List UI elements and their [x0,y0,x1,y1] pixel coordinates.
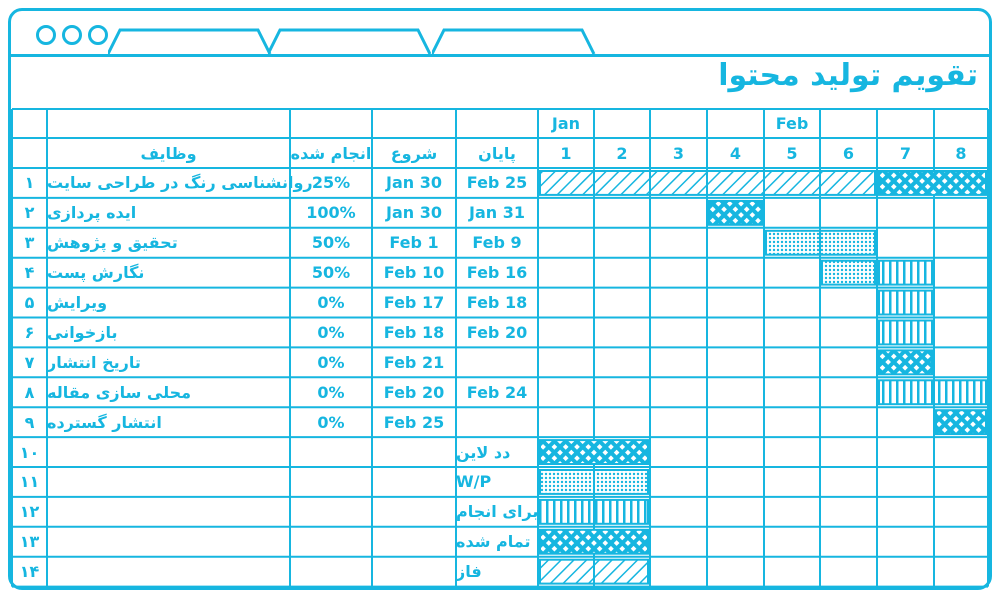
task-done [290,557,372,587]
task-start: Feb 10 [383,263,445,283]
legend-swatch [540,470,648,494]
row-number: ۷ [24,352,35,372]
task-start: Jan 30 [386,173,442,193]
task-start: Jan 30 [386,203,442,223]
task-name: روانشناسی رنگ در طراحی سایت [47,173,313,193]
task-start: Feb 17 [383,293,445,313]
task-done: 0% [317,293,345,313]
row-number: ۶ [24,322,35,342]
month-label-jan: Jan [551,114,581,133]
task-start: Feb 21 [383,352,445,372]
column-header-end: پایان [478,143,516,163]
row-number: ۱۰ [19,442,40,462]
task-name: ایده پردازی [47,203,137,223]
row-number: ۸ [24,382,35,402]
legend-label: دد لاین [456,442,511,462]
task-name [47,437,290,467]
gantt-bar-vert[interactable] [879,261,932,285]
row-number: ۳ [24,233,35,253]
row-number: ۴ [24,263,35,283]
task-name: محلی سازی مقاله [47,382,192,402]
task-end: Feb 25 [466,173,528,193]
legend-swatch [540,440,648,464]
legend-swatch [540,500,648,524]
task-done: 0% [317,412,345,432]
task-start [372,557,456,587]
task-end: Feb 18 [466,293,528,313]
task-end: Feb 16 [466,263,528,283]
legend-swatch [540,560,648,584]
task-name: انتشار گسترده [47,412,162,432]
legend-label: W/P [456,472,492,492]
task-done: 0% [317,352,345,372]
task-end: Feb 20 [466,322,528,342]
task-start [372,527,456,557]
day-header: 8 [955,143,967,163]
task-start [372,467,456,497]
legend-label: برای انجام [456,502,539,522]
row-number: ۵ [24,293,35,313]
task-end [456,407,538,437]
task-start: Feb 20 [383,382,445,402]
task-name: نگارش پست [47,263,145,283]
task-start: Feb 1 [389,233,439,253]
legend-swatch [540,530,648,554]
task-name [47,557,290,587]
task-done [290,527,372,557]
row-number: ۱۳ [19,532,40,552]
task-end: Jan 31 [469,203,525,223]
gantt-bar-vert[interactable] [879,291,932,315]
task-done: 0% [317,382,345,402]
day-header: 1 [560,143,572,163]
task-done: 100% [306,203,356,223]
task-name: ویرایش [47,293,108,313]
gantt-bar-cross[interactable] [879,171,986,195]
task-name [47,527,290,557]
gantt-bar-cross[interactable] [936,410,986,434]
day-header: 3 [672,143,685,163]
gantt-bar-cross[interactable] [879,350,932,374]
column-header-start: شروع [390,143,438,163]
row-number: ۲ [24,203,35,223]
row-number: ۱۲ [19,502,40,522]
day-header: 2 [616,143,628,163]
gantt-bar-dots[interactable] [822,261,875,285]
legend-label: فاز [456,562,482,582]
row-number: ۱۱ [19,472,40,492]
row-number: ۱۴ [19,562,40,582]
task-done: 50% [311,263,351,283]
task-done: 25% [311,173,351,193]
task-done [290,437,372,467]
day-header: 5 [786,143,798,163]
task-name: تحقیق و پژوهش [47,233,178,253]
task-start: Feb 18 [383,322,445,342]
task-name: بازخوانی [47,322,118,342]
column-header-tasks: وظایف [140,143,197,163]
task-done: 50% [311,233,351,253]
month-label-feb: Feb [775,114,809,133]
task-start [372,437,456,467]
day-header: 7 [899,143,912,163]
task-start: Feb 25 [383,412,445,432]
legend-label: تمام شده [456,532,531,552]
task-name [47,467,290,497]
row-number: ۱ [24,173,35,193]
task-done: 0% [317,322,345,342]
task-end [456,347,538,377]
gantt-bar-diag[interactable] [540,171,875,195]
task-end: Feb 24 [466,382,528,402]
gantt-bar-vert[interactable] [879,321,932,345]
task-end: Feb 9 [472,233,522,253]
task-name [47,497,290,527]
gantt-bar-vert[interactable] [879,380,986,404]
day-header: 6 [842,143,855,163]
day-header: 4 [729,143,742,163]
gantt-bar-cross[interactable] [709,201,762,225]
task-done [290,467,372,497]
column-header-done: انجام شده [290,143,372,163]
task-done [290,497,372,527]
gantt-bar-dots[interactable] [766,231,875,255]
row-number: ۹ [24,412,35,432]
task-start [372,497,456,527]
task-name: تاریخ انتشار [47,352,141,372]
page-title: تقویم تولید محتوا [718,58,978,93]
